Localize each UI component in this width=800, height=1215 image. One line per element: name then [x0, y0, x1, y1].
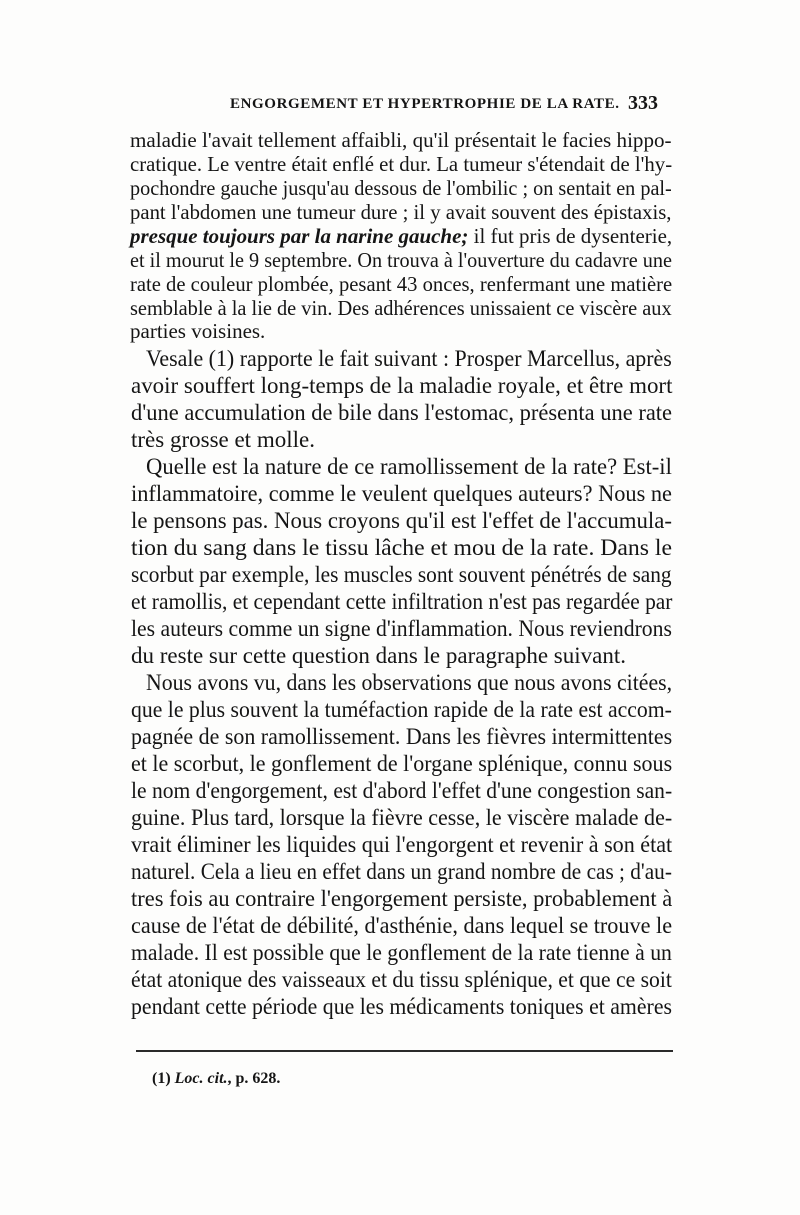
text-line: parties voisines.: [130, 319, 266, 343]
text-line: du reste sur cette question dans le paragraphe suivant.: [131, 643, 626, 668]
text-line: et ramollis, et cependant cette infiltration n'est pas regardée par: [131, 589, 673, 614]
text-line: le nom d'engorgement, est d'abord l'effet d'une congestion san-: [131, 778, 673, 803]
text-line: guine. Plus tard, lorsque la fièvre cesse, le viscère malade de-: [131, 805, 673, 830]
text-line: scorbut par exemple, les muscles sont souvent pénétrés de sang: [131, 562, 672, 587]
text-line: pagnée de son ramollissement. Dans les fièvres intermittentes: [131, 724, 673, 749]
text-line: que le plus souvent la tuméfaction rapide de la rate est accom-: [131, 697, 672, 722]
text-line: semblable à la lie de vin. Des adhérences unissaient ce viscère aux: [130, 296, 672, 320]
text-line: état atonique des vaisseaux et du tissu splénique, et que ce soit: [131, 967, 672, 992]
footnote: [152, 1070, 280, 1088]
text-run: il fut pris de dysenterie,: [468, 224, 673, 248]
text-line: Nous avons vu, dans les observations que nous avons citées,: [146, 670, 673, 695]
text-line: Quelle est la nature de ce ramollissement de la rate? Est-il: [146, 454, 672, 479]
text-line: pochondre gauche jusqu'au dessous de l'ombilic ; on sentait en pal-: [130, 176, 672, 200]
footnote-rest: , p. 628.: [227, 1070, 281, 1087]
text-line: malade. Il est possible que le gonflement de la rate tienne à un: [131, 940, 672, 965]
text-line: le pensons pas. Nous croyons qu'il est l'effet de l'accumula-: [131, 508, 672, 533]
text-line: tres fois au contraire l'engorgement persiste, probablement à: [131, 886, 673, 911]
text-line: naturel. Cela a lieu en effet dans un grand nombre de cas ; d'au-: [131, 859, 672, 884]
text-line: les auteurs comme un signe d'inflammation. Nous reviendrons: [131, 616, 672, 641]
text-line: maladie l'avait tellement affaibli, qu'il présentait le facies hippo-: [130, 128, 672, 152]
footnote-rule: [136, 1050, 673, 1052]
text-line: et il mourut le 9 septembre. On trouva à l'ouverture du cadavre une: [130, 248, 673, 272]
text-line: avoir souffert long-temps de la maladie royale, et être mort: [131, 373, 673, 398]
text-line: vrait éliminer les liquides qui l'engorgent et revenir à son état: [131, 832, 673, 857]
footnote-marker: (1): [152, 1070, 171, 1087]
running-title: ENGORGEMENT ET HYPERTROPHIE DE LA RATE.: [230, 96, 620, 112]
text-line: tion du sang dans le tissu lâche et mou de la rate. Dans le: [131, 535, 673, 560]
footnote-italic: Loc. cit.: [174, 1070, 228, 1087]
text-line: [130, 224, 672, 249]
text-line: Vesale (1) rapporte le fait suivant : Prosper Marcellus, après: [146, 346, 672, 371]
text-line: rate de couleur plombée, pesant 43 onces, renfermant une matière: [130, 272, 673, 296]
text-line: très grosse et molle.: [131, 427, 315, 452]
text-line: pant l'abdomen une tumeur dure ; il y avait souvent des épistaxis,: [130, 200, 672, 224]
page-number: 333: [628, 92, 658, 114]
text-line: inflammatoire, comme le veulent quelques auteurs? Nous ne: [131, 481, 672, 506]
text-line: cratique. Le ventre était enflé et dur. La tumeur s'étendait de l'hy-: [130, 152, 673, 176]
italic-phrase: presque toujours par la narine gauche;: [130, 224, 469, 248]
text-line: d'une accumulation de bile dans l'estomac, présenta une rate: [131, 400, 673, 425]
text-line: pendant cette période que les médicaments toniques et amères: [131, 994, 672, 1019]
text-line: cause de l'état de débilité, d'asthénie, dans lequel se trouve le: [131, 913, 673, 938]
text-line: et le scorbut, le gonflement de l'organe splénique, connu sous: [131, 751, 673, 776]
